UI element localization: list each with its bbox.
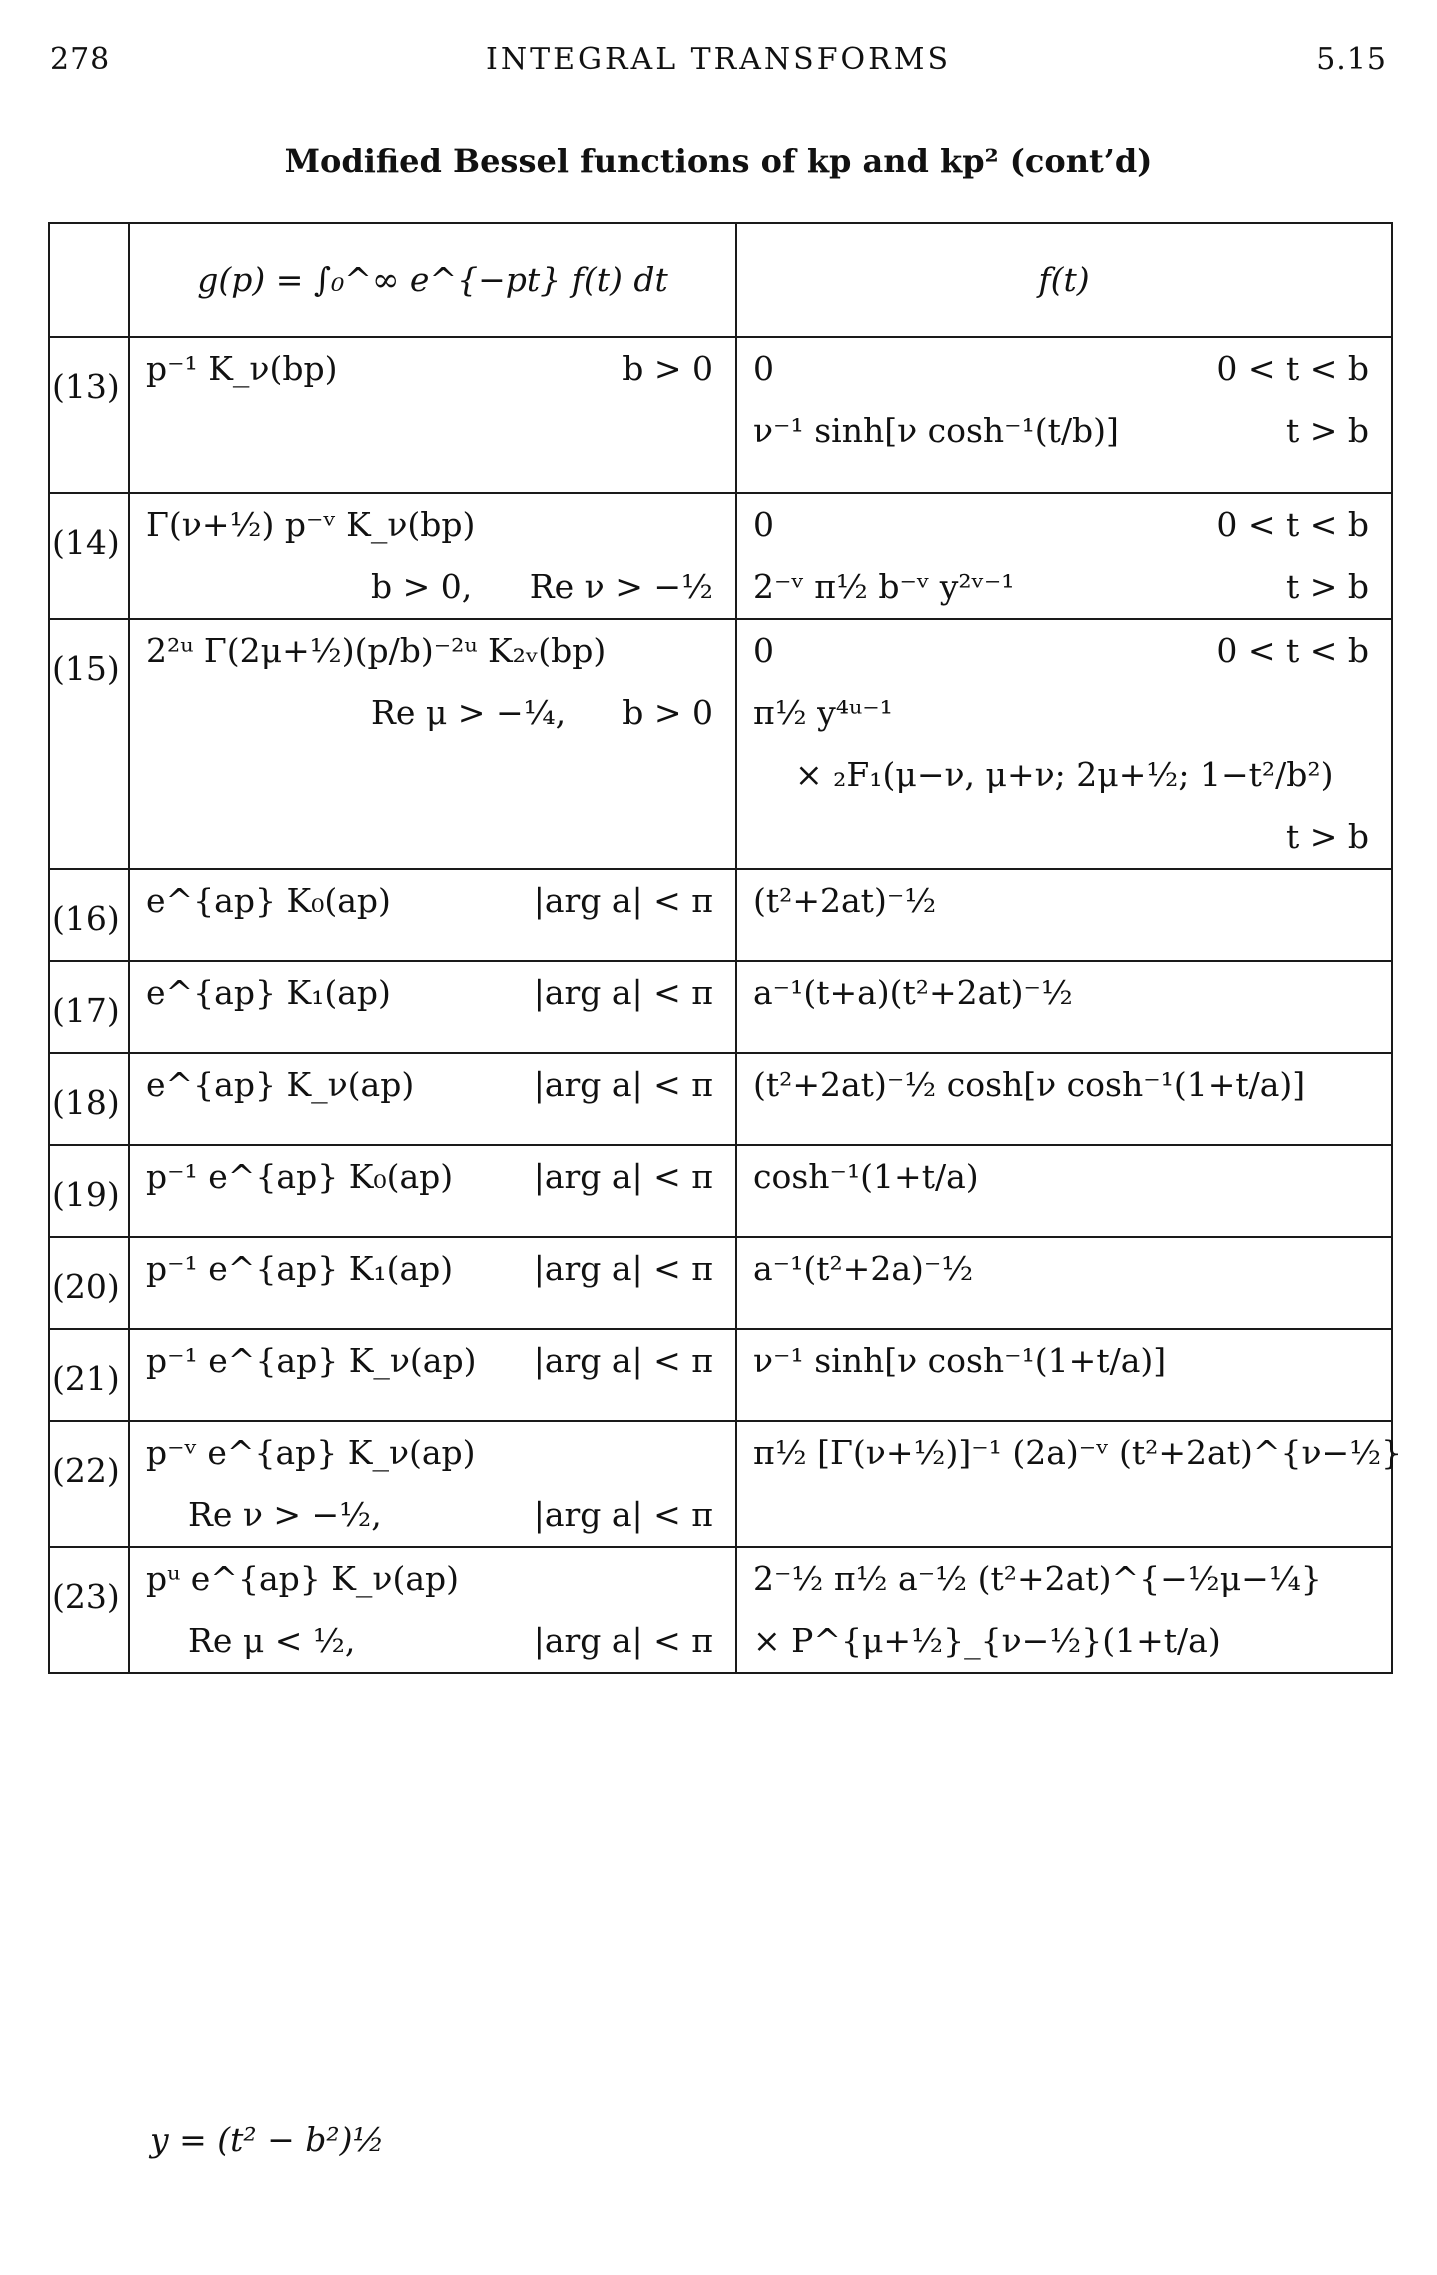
- g-line: [146, 682, 713, 744]
- table-row: [49, 493, 1392, 619]
- transform-g-cell: [129, 337, 736, 493]
- f-line: [753, 556, 1369, 618]
- condition: Re ν > −½: [529, 567, 713, 606]
- transform-g-cell: [129, 1145, 736, 1237]
- f-expression: π½ y⁴ᵘ⁻¹: [753, 693, 893, 732]
- f-line: [753, 494, 1369, 556]
- header-number-cell: [49, 223, 129, 337]
- transform-g-cell: [129, 493, 736, 619]
- original-f-cell: [736, 961, 1392, 1053]
- g-expression: e^{ap} K₀(ap): [146, 881, 391, 920]
- g-line: [146, 620, 713, 682]
- transform-g-cell: [129, 1421, 736, 1547]
- original-f-cell: [736, 1421, 1403, 1547]
- f-expression: 0: [753, 631, 774, 670]
- f-line: [753, 682, 1369, 744]
- g-expression: Re ν > −½,: [188, 1495, 382, 1534]
- formula-number: (21): [49, 1329, 129, 1421]
- f-line: [753, 806, 1369, 868]
- table-row: [49, 337, 1392, 493]
- formula-number: (18): [49, 1053, 129, 1145]
- condition: |arg a| < π: [533, 1249, 713, 1288]
- g-line: [146, 1330, 713, 1392]
- g-line: [146, 1484, 713, 1546]
- condition: 0 < t < b: [1216, 349, 1369, 388]
- g-expression: p⁻¹ e^{ap} K₁(ap): [146, 1249, 454, 1288]
- formula-number: (15): [49, 619, 129, 869]
- table-caption: Modified Bessel functions of kp and kp² (cont’d): [284, 142, 1153, 180]
- original-f-cell: [736, 1053, 1392, 1145]
- f-expression: cosh⁻¹(1+t/a): [753, 1157, 979, 1196]
- f-expression: × P^{μ+½}_{ν−½}(1+t/a): [753, 1621, 1221, 1660]
- f-line: [753, 400, 1369, 462]
- condition: t > b: [1285, 567, 1369, 606]
- f-line: [753, 338, 1369, 400]
- f-line: [753, 1610, 1369, 1672]
- original-f-cell: [736, 337, 1392, 493]
- condition: 0 < t < b: [1216, 505, 1369, 544]
- formula-number: (13): [49, 337, 129, 493]
- original-f-cell: [736, 1237, 1392, 1329]
- g-expression: e^{ap} K₁(ap): [146, 973, 391, 1012]
- table-header-row: [49, 223, 1392, 337]
- f-expression: a⁻¹(t²+2a)⁻½: [753, 1249, 974, 1288]
- footnote: y = (t² − b²)½: [150, 2120, 385, 2159]
- transform-g-cell: [129, 1053, 736, 1145]
- g-line: [146, 1610, 713, 1672]
- table-body: [49, 337, 1403, 1673]
- formula-number: (14): [49, 493, 129, 619]
- original-f-cell: [736, 869, 1392, 961]
- condition: |arg a| < π: [533, 1495, 713, 1534]
- g-expression: pᵘ e^{ap} K_ν(ap): [146, 1559, 460, 1598]
- g-line: [146, 1146, 713, 1208]
- original-f-cell: [736, 493, 1392, 619]
- original-f-cell: [736, 1145, 1392, 1237]
- formula-number: (16): [49, 869, 129, 961]
- table-row: [49, 1145, 1392, 1237]
- transform-g-cell: [129, 619, 736, 869]
- f-expression: ν⁻¹ sinh[ν cosh⁻¹(1+t/a)]: [753, 1341, 1167, 1380]
- condition: |arg a| < π: [533, 1621, 713, 1660]
- f-line: [753, 962, 1369, 1024]
- table-row: [49, 961, 1392, 1053]
- g-expression: b > 0,: [371, 567, 473, 606]
- transform-g-cell: [129, 961, 736, 1053]
- transform-table: [48, 222, 1403, 1674]
- table-row: [49, 619, 1392, 869]
- section-number: 5.15: [1316, 42, 1387, 77]
- table-row: [49, 869, 1392, 961]
- g-line: [146, 962, 713, 1024]
- original-f-cell: [736, 619, 1392, 869]
- f-line: [753, 1330, 1369, 1392]
- g-expression: e^{ap} K_ν(ap): [146, 1065, 415, 1104]
- g-line: [146, 1548, 713, 1610]
- condition: |arg a| < π: [533, 973, 713, 1012]
- condition: |arg a| < π: [533, 1157, 713, 1196]
- g-expression: 2²ᵘ Γ(2μ+½)(p/b)⁻²ᵘ K₂ᵥ(bp): [146, 631, 607, 670]
- transform-g-cell: [129, 1329, 736, 1421]
- f-line: [753, 870, 1369, 932]
- g-line: [146, 556, 713, 618]
- condition: 0 < t < b: [1216, 631, 1369, 670]
- condition: b > 0: [622, 693, 713, 732]
- g-line: [146, 1422, 713, 1484]
- table-row: [49, 1053, 1392, 1145]
- f-expression: 2⁻½ π½ a⁻½ (t²+2at)^{−½μ−¼}: [753, 1559, 1322, 1598]
- g-line: [146, 1238, 713, 1300]
- condition: t > b: [1285, 817, 1369, 856]
- g-expression: p⁻ᵛ e^{ap} K_ν(ap): [146, 1433, 476, 1472]
- condition: |arg a| < π: [533, 1341, 713, 1380]
- f-line: [753, 620, 1369, 682]
- g-expression: p⁻¹ e^{ap} K_ν(ap): [146, 1341, 477, 1380]
- f-expression: × ₂F₁(μ−ν, μ+ν; 2μ+½; 1−t²/b²): [795, 755, 1334, 794]
- condition: |arg a| < π: [533, 1065, 713, 1104]
- formula-number: (23): [49, 1547, 129, 1673]
- transform-g-cell: [129, 869, 736, 961]
- running-title: INTEGRAL TRANSFORMS: [485, 42, 952, 77]
- g-line: [146, 338, 713, 400]
- f-line: [753, 1548, 1369, 1610]
- f-line: [753, 1422, 1403, 1484]
- g-expression: p⁻¹ e^{ap} K₀(ap): [146, 1157, 454, 1196]
- transform-g-cell: [129, 1237, 736, 1329]
- g-line: [146, 494, 713, 556]
- formula-number: (19): [49, 1145, 129, 1237]
- page-number: 278: [50, 42, 111, 77]
- header-g-column: g(p) = ∫₀^∞ e^{−pt} f(t) dt: [129, 223, 736, 337]
- formula-number: (17): [49, 961, 129, 1053]
- table-row: [49, 1421, 1392, 1547]
- f-expression: ν⁻¹ sinh[ν cosh⁻¹(t/b)]: [753, 411, 1119, 450]
- f-expression: (t²+2at)⁻½ cosh[ν cosh⁻¹(1+t/a)]: [753, 1065, 1306, 1104]
- condition: b > 0: [622, 349, 713, 388]
- transform-g-cell: [129, 1547, 736, 1673]
- g-line: [146, 870, 713, 932]
- original-f-cell: [736, 1329, 1392, 1421]
- f-line: [753, 1054, 1369, 1116]
- condition: t > b: [1285, 411, 1369, 450]
- f-expression: a⁻¹(t+a)(t²+2at)⁻½: [753, 973, 1073, 1012]
- f-line: [753, 1238, 1369, 1300]
- f-expression: 2⁻ᵛ π½ b⁻ᵛ y²ᵛ⁻¹: [753, 567, 1015, 606]
- f-line: [753, 1146, 1369, 1208]
- f-line: [753, 744, 1369, 806]
- header-f-column: f(t): [736, 223, 1392, 337]
- formula-number: (22): [49, 1421, 129, 1547]
- table-row: [49, 1237, 1392, 1329]
- f-expression: 0: [753, 349, 774, 388]
- original-f-cell: [736, 1547, 1392, 1673]
- g-expression: Re μ < ½,: [188, 1621, 356, 1660]
- table-row: [49, 1329, 1392, 1421]
- g-expression: Re μ > −¼,: [371, 693, 567, 732]
- g-line: [146, 1054, 713, 1116]
- condition: |arg a| < π: [533, 881, 713, 920]
- f-expression: 0: [753, 505, 774, 544]
- g-expression: p⁻¹ K_ν(bp): [146, 349, 338, 388]
- g-expression: Γ(ν+½) p⁻ᵛ K_ν(bp): [146, 505, 476, 544]
- f-expression: (t²+2at)⁻½: [753, 881, 937, 920]
- table-row: [49, 1547, 1392, 1673]
- f-expression: π½ [Γ(ν+½)]⁻¹ (2a)⁻ᵛ (t²+2at)^{ν−½}: [753, 1433, 1403, 1472]
- formula-number: (20): [49, 1237, 129, 1329]
